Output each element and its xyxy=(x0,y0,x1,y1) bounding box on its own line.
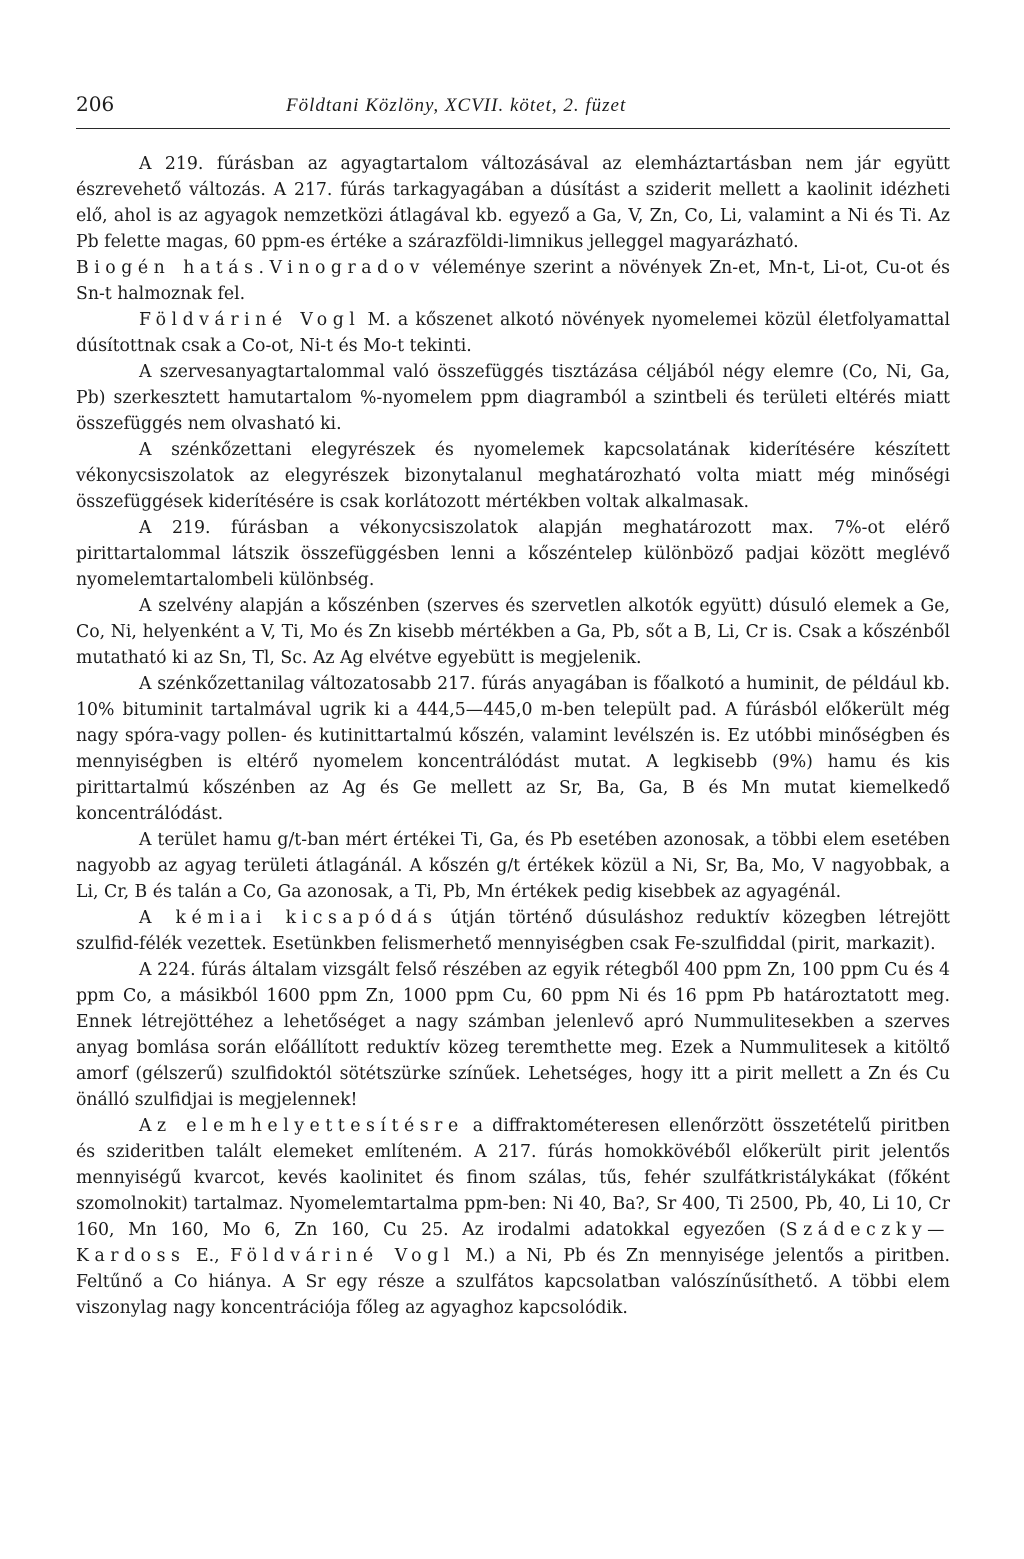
paragraph-text: a kőszenet alkotó növények nyomelemei közül életfolyamattal dúsítottnak csak a Co-ot, Ni-t és Mo-t tekinti. xyxy=(76,310,950,356)
running-header xyxy=(76,92,950,129)
article-body xyxy=(76,151,950,1321)
paragraph-text: a diffraktométeresen ellenőrzött összetételű piritben és szideritben talált elemeket említeném. A 217. fúrás homokkövéből előkerült pirit jelentős mennyiségű kvarcot, kevés kaolinitet és finom szálas, tűs, fehér szulfátkristálykákat (főként szomolnokit) tartalmaz. Nyomelemtartalma ppm-ben: Ni 40, Ba?, Sr 400, Ti 2500, Pb, 40, Li 10, Cr 160, Mn 160, Mo 6, Zn 160, Cu 25. Az irodalmi adatokkal egyezően ( xyxy=(76,1116,950,1240)
author-name: Földváriné Vogl xyxy=(139,310,361,330)
paragraph-6: A 219. fúrásban a vékonycsiszolatok alapján meghatározott max. 7%-ot elérő pirittartalommal látszik összefüggésben lenni a kőszéntelep különböző padjai között meglévő nyomelemtartalombeli különbség. xyxy=(76,518,950,590)
spaced-heading: Az elemhelyettesítésre xyxy=(139,1116,464,1136)
paragraph-8: A szénkőzettanilag változatosabb 217. fúrás anyagában is főalkotó a huminit, de például kb. 10% bituminit tartalmával ugrik ki a 444,5—445,0 m-ben települt pad. A fúrásból előkerült még nagy spóra-vagy pollen- és kutinittartalmú kőszén, valamint levélszén is. Ez utóbbi minőségben és mennyiségben is eltérő nyomelem koncentrálódást mutat. A legkisebb (9%) hamu és kis pirittartalmú kőszénben az Ag és Ge mellett az Sr, Ba, Ga, B és Mn mutat kiemelkedő koncentrálódást. xyxy=(76,674,950,824)
paragraph-text: ) a Ni, Pb és Zn mennyisége jelentős a piritben. Feltűnő a Co hiánya. A Sr egy része a szulfátos kapcsolatban valószínűsíthető. A többi elem viszonylag nagy koncentrációja főleg az agyaghoz kapcsolódik. xyxy=(76,1246,950,1318)
paragraph-2 xyxy=(76,255,950,307)
page-number: 206 xyxy=(76,92,115,116)
spaced-heading: Biogén hatás. xyxy=(76,258,270,278)
paragraph-5: A szénkőzettani elegyrészek és nyomelemek kapcsolatának kiderítésére készített vékonycsiszolatok az elegyrészek bizonytalanul meghatározható volta miatt még minőségi összefüggések kiderítésére is csak korlátozott mértékben voltak alkalmasak. xyxy=(76,440,950,512)
paragraph-text: véleménye szerint a növények Zn-et, Mn-t, Li-ot, Cu-ot és Sn-t halmoznak fel. xyxy=(76,258,950,304)
paragraph-10 xyxy=(76,905,950,957)
page xyxy=(76,92,950,1321)
paragraph-4: A szervesanyagtartalommal való összefüggés tisztázása céljából négy elemre (Co, Ni, Ga, Pb) szerkesztett hamutartalom %-nyomelem ppm diagramból a szintbeli és területi eltérés miatt összefüggés nem olvasható ki. xyxy=(76,362,950,434)
author-name: Vinogradov xyxy=(269,258,425,278)
paragraph-12 xyxy=(76,1113,950,1321)
separator: , xyxy=(214,1246,231,1266)
author-initial: M. xyxy=(360,310,391,330)
journal-title: Földtani Közlöny, XCVII. kötet, 2. füzet xyxy=(286,95,627,116)
author-name: Földváriné Vogl xyxy=(230,1246,455,1266)
paragraph-11: A 224. fúrás általam vizsgált felső részében az egyik rétegből 400 ppm Zn, 100 ppm Cu és 4 ppm Co, a másikból 1600 ppm Zn, 1000 ppm Cu, 60 ppm Ni és 16 ppm Pb határoztatott meg. Ennek létrejöttéhez a lehetőséget a nagy számban jelenlevő apró Nummulitesekben a szerves anyag bomlása során előállított reduktív közeg teremthette meg. Ezek a Nummulitesek a kitöltő amorf (gélszerű) szulfidoktól sötétszürke színűek. Lehetséges, hogy itt a pirit mellett a Zn és Cu önálló szulfidjai is megjelennek! xyxy=(76,960,950,1110)
spaced-heading: A kémiai kicsapódás xyxy=(139,908,438,928)
paragraph-9: A terület hamu g/t-ban mért értékei Ti, Ga, és Pb esetében azonosak, a többi elem esetében nagyobb az agyag területi átlagánál. A kőszén g/t értékek közül a Ni, Sr, Ba, Mo, V nagyobbak, a Li, Cr, B és talán a Co, Ga azonosak, a Ti, Pb, Mn értékek pedig kisebbek az agyagénál. xyxy=(76,830,950,902)
author-initial: E. xyxy=(185,1246,215,1266)
author-name: Szádeczky—Kardoss xyxy=(76,1220,950,1266)
paragraph-7: A szelvény alapján a kőszénben (szerves és szervetlen alkotók együtt) dúsuló elemek a Ge, Co, Ni, helyenként a V, Ti, Mo és Zn kisebb mértékben a Ga, Pb, sőt a B, Li, Cr is. Csak a kőszénből mutatható ki az Sn, Tl, Sc. Az Ag elvétve egyebütt is megjelenik. xyxy=(76,596,950,668)
paragraph-1: A 219. fúrásban az agyagtartalom változásával az elemháztartásban nem jár együtt észrevehető változás. A 217. fúrás tarkagyagában a dúsítást a sziderit mellett a kaolinit idézheti elő, ahol is az agyagok nemzetközi átlagával kb. egyező a Ga, V, Zn, Co, Li, valamint a Ni és Ti. Az Pb felette magas, 60 ppm-es értéke a szárazföldi-limnikus jelleggel magyarázható. xyxy=(76,154,950,252)
paragraph-text: útján történő dúsuláshoz reduktív közegben létrejött szulfid-félék vezettek. Esetünkben felismerhető mennyiségben csak Fe-szulfiddal (pirit, markazit). xyxy=(76,908,950,954)
paragraph-3 xyxy=(76,307,950,359)
author-initial: M. xyxy=(454,1246,489,1266)
